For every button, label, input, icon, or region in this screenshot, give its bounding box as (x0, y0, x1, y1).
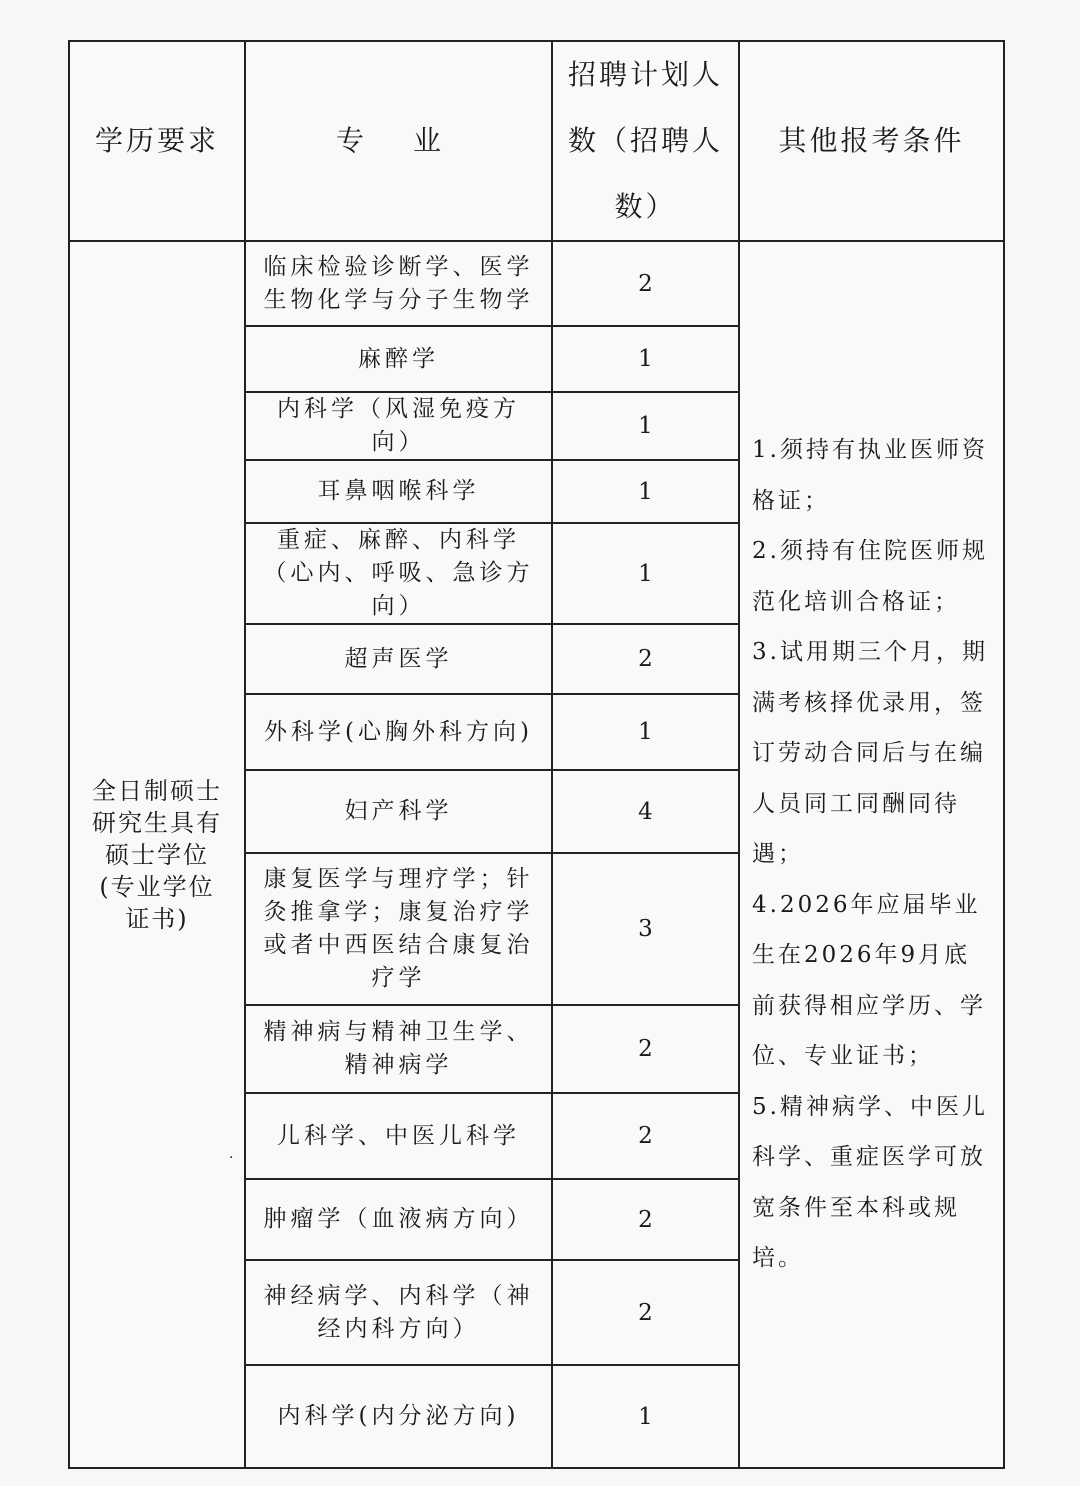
major-cell: 儿科学、中医儿科学 (245, 1093, 552, 1179)
major-cell: 妇产科学 (245, 770, 552, 853)
count-cell: 2 (552, 624, 739, 694)
count-cell: 3 (552, 853, 739, 1005)
major-cell: 麻醉学 (245, 326, 552, 392)
count-cell: 2 (552, 1005, 739, 1093)
recruitment-table (68, 40, 1005, 1469)
stray-mark: · (229, 1150, 234, 1166)
count-cell: 2 (552, 241, 739, 326)
major-cell: 肿瘤学（血液病方向） (245, 1179, 552, 1260)
major-cell: 神经病学、内科学（神经内科方向） (245, 1260, 552, 1365)
major-cell: 精神病与精神卫生学、精神病学 (245, 1005, 552, 1093)
count-cell: 2 (552, 1260, 739, 1365)
condition-item: 3.试用期三个月，期满考核择优录用，签订劳动合同后与在编人员同工同酬同待遇； (752, 639, 988, 868)
count-cell: 1 (552, 460, 739, 523)
header-education: 学历要求 (69, 41, 245, 241)
major-cell: 外科学(心胸外科方向) (245, 694, 552, 770)
count-cell: 2 (552, 1179, 739, 1260)
header-major: 专 业 (245, 41, 552, 241)
major-cell: 临床检验诊断学、医学生物化学与分子生物学 (245, 241, 552, 326)
major-cell: 超声医学 (245, 624, 552, 694)
count-cell: 2 (552, 1093, 739, 1179)
count-cell: 1 (552, 523, 739, 624)
major-cell: 内科学（风湿免疫方向） (245, 392, 552, 460)
condition-item: 1.须持有执业医师资格证； (752, 437, 988, 514)
header-conditions: 其他报考条件 (739, 41, 1004, 241)
count-cell: 1 (552, 1365, 739, 1468)
condition-item: 5.精神病学、中医儿科学、重症医学可放宽条件至本科或规培。 (752, 1093, 988, 1272)
count-cell: 1 (552, 326, 739, 392)
count-cell: 4 (552, 770, 739, 853)
other-conditions (739, 241, 1004, 1468)
condition-item: 4.2026年应届毕业生在2026年9月底前获得相应学历、学位、专业证书； (752, 891, 986, 1070)
count-cell: 1 (552, 392, 739, 460)
major-cell: 内科学(内分泌方向) (245, 1365, 552, 1468)
education-requirement: 全日制硕士研究生具有硕士学位(专业学位证书) (69, 241, 245, 1468)
count-cell: 1 (552, 694, 739, 770)
header-count: 招聘计划人数（招聘人数） (552, 41, 739, 241)
major-cell: 重症、麻醉、内科学（心内、呼吸、急诊方向） (245, 523, 552, 624)
major-cell: 康复医学与理疗学；针灸推拿学；康复治疗学或者中西医结合康复治疗学 (245, 853, 552, 1005)
major-cell: 耳鼻咽喉科学 (245, 460, 552, 523)
condition-item: 2.须持有住院医师规范化培训合格证； (752, 538, 988, 615)
